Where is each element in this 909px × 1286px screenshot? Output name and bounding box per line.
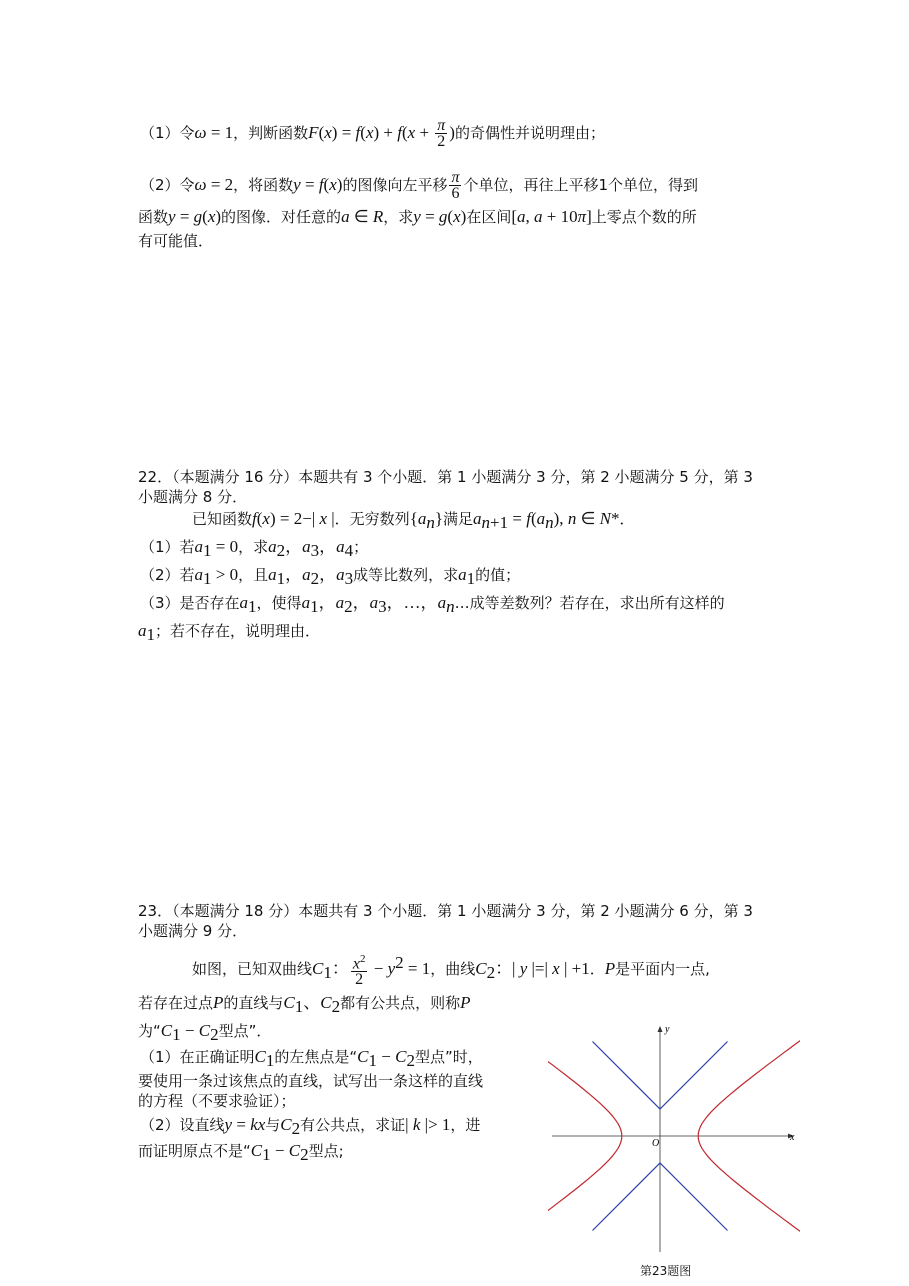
q22-sub3-cont: $a_1$；若不存在，说明理由． <box>138 621 321 644</box>
q23-def-cont: 为“$C_1 - C_2$型点”． <box>138 1021 272 1044</box>
x-axis <box>552 1134 794 1139</box>
figure-caption: 第23题图 <box>640 1264 692 1278</box>
q21-sub2-end: 有可能值． <box>138 232 214 250</box>
q23-sub1-end: 的方程（不要求验证）； <box>138 1092 296 1110</box>
q22-header-cont: 小题满分 8 分． <box>138 488 248 506</box>
q21-sub2-cont: 函数y = g(x)的图像．对任意的a ∈ R，求y = g(x)在区间[a, a + 10π]上零点个数的所 <box>138 207 697 226</box>
y-axis-label: y <box>665 1024 670 1035</box>
q21-sub1: （1）令ω = 1，判断函数F(x) = f(x) + f(x + $\frac{\pi}{2}$ )的奇偶性并说明理由； <box>140 117 605 150</box>
q23-header: 23．（本题满分 18 分）本题共有 3 个小题．第 1 小题满分 3 分，第 2 小题满分 6 分，第 3 <box>138 902 753 920</box>
q23-def: 若存在过点P的直线与$C_1$、$C_2$都有公共点，则称P <box>138 993 471 1016</box>
q23-header-cont: 小题满分 9 分． <box>138 922 248 940</box>
q22-header: 22．（本题满分 16 分）本题共有 3 个小题．第 1 小题满分 3 分，第 2 小题满分 5 分，第 3 <box>138 468 753 486</box>
q23-sub1-cont: 要使用一条过该焦点的直线，试写出一条这样的直线 <box>138 1072 484 1090</box>
hyperbola-left-branch <box>548 1020 622 1255</box>
origin-label: O <box>652 1138 660 1149</box>
q22-sub2: （2）若$a_1 > 0$，且$a_1$，$a_2$，$a_3$成等比数列，求$a_1$的值； <box>140 565 521 588</box>
x-axis-label: x <box>790 1132 795 1143</box>
q22-given: 已知函数f(x) = 2−| x |．无穷数列$\{a_n\}$满足$a_{n+1} = f(a_n)$, n ∈ N*． <box>192 509 635 532</box>
q21-sub2: （2）令ω = 2，将函数y = f(x)的图像向左平移 $\frac{\pi}{6}$ 个单位，再往上平移1个单位，得到 <box>140 169 699 202</box>
hyperbola-figure <box>548 1020 800 1256</box>
q22-sub1: （1）若$a_1 = 0$，求$a_2$，$a_3$，$a_4$； <box>140 537 369 560</box>
q23-sub2: （2）设直线y = kx与$C_2$有公共点，求证| k |> 1，进 <box>140 1115 481 1138</box>
q23-sub2-cont: 而证明原点不是“$C_1 - C_2$型点; <box>138 1141 344 1164</box>
q23-sub1: （1）在正确证明$C_1$的左焦点是“$C_1 - C_2$型点”时， <box>140 1047 483 1070</box>
q23-intro: 如图，已知双曲线$C_1$： $\frac{x^2}{2}$ − $y^2 = 1$，曲线$C_2$：| y |=| x | +1．P是平面内一点, <box>192 953 710 989</box>
q22-sub3: （3）是否存在$a_1$，使得$a_1$，$a_2$，$a_3$，…，$a_n\dots$成等差数列？若存在，求出所有这样的 <box>140 593 725 616</box>
